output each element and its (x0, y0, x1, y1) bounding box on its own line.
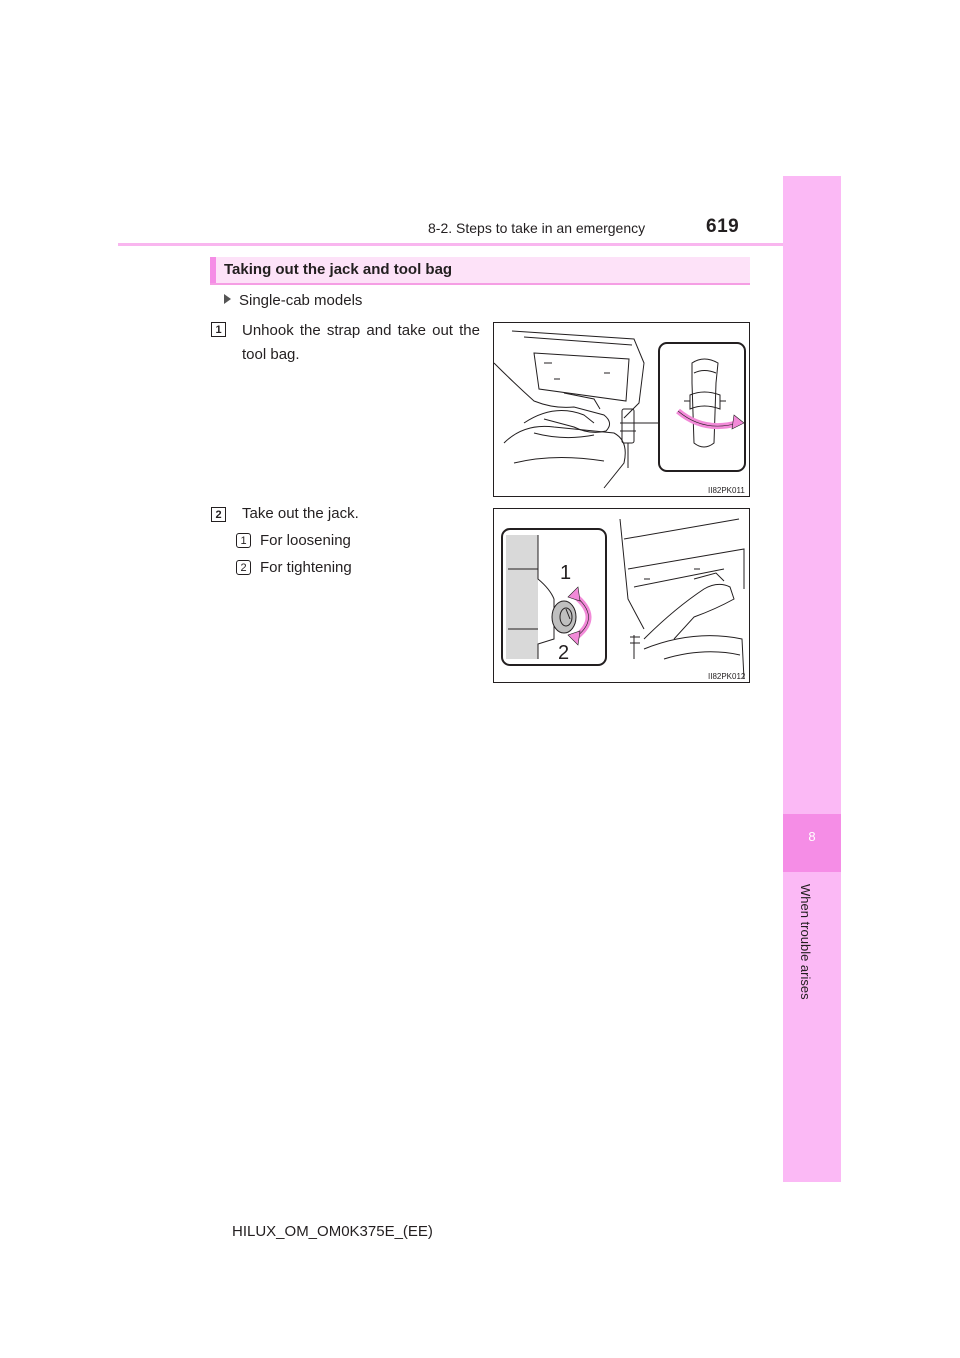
model-bullet-text: Single-cab models (239, 292, 363, 309)
callout-label: 1 (560, 562, 572, 584)
step-number-box: 1 (211, 322, 226, 337)
step-number-box: 2 (211, 507, 226, 522)
figure-code: II82PK012 (708, 672, 746, 681)
substep-number: 1 (236, 533, 251, 548)
section-heading (210, 257, 750, 285)
page-number: 619 (706, 216, 740, 237)
figure-tool-bag (493, 322, 750, 497)
section-heading-text: Taking out the jack and tool bag (224, 261, 453, 278)
header-divider (118, 243, 841, 246)
section-heading-accent (210, 257, 216, 283)
tool-bag-illustration (494, 323, 750, 497)
figure-code: II82PK011 (708, 486, 745, 495)
header-section-title: 8-2. Steps to take in an emergency (428, 220, 646, 236)
step-2-text: Take out the jack. (242, 505, 359, 522)
figure-jack (493, 508, 750, 683)
step-1-text: Unhook the strap and take out the tool bag. (242, 322, 480, 363)
side-tab-strip (783, 176, 841, 1182)
callout-label: 2 (558, 642, 570, 664)
triangle-bullet-icon (224, 294, 231, 304)
model-bullet (224, 292, 362, 309)
side-tab-chapter-number: 8 (808, 829, 816, 844)
substep-text: For tightening (260, 559, 352, 576)
substep-text: For loosening (260, 532, 351, 549)
document-footer-code: HILUX_OM_OM0K375E_(EE) (232, 1223, 433, 1240)
jack-illustration (494, 509, 750, 683)
side-tab-chapter-title-text: When trouble arises (798, 884, 813, 1000)
substep-number: 2 (236, 560, 251, 575)
side-tab-chapter-title (798, 884, 816, 1014)
